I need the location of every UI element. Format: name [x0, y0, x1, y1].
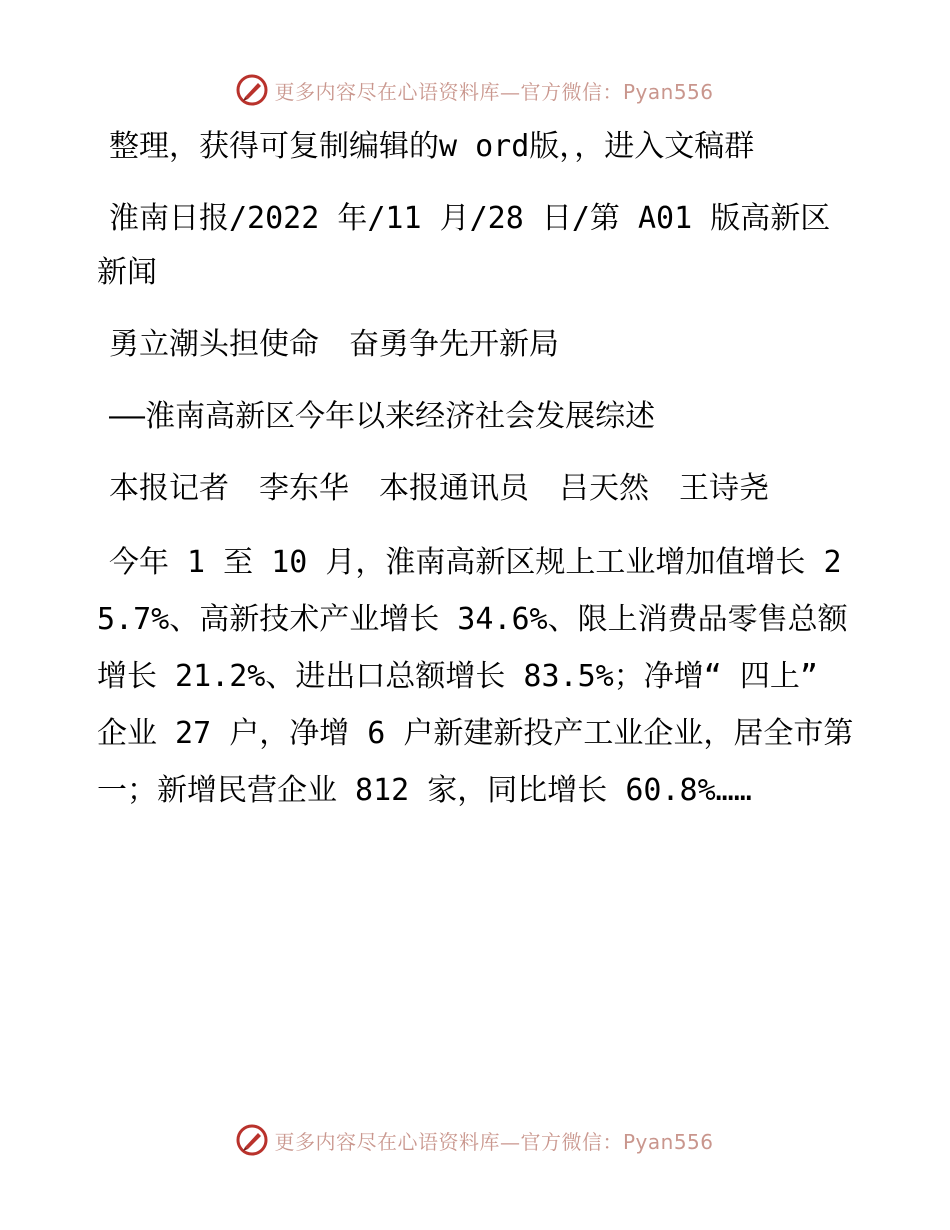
- doc-note: 整理，获得可复制编辑的w ord版，，进入文稿群: [109, 129, 755, 164]
- doc-body: 今年 1 至 10 月，淮南高新区规上工业增加值增长 25.7%、高新技术产业增长 34.6%、限上消费品零售总额增长 21.2%、进出口总额增长 83.5%；净增“ 四上” 企业 27 户，净增 6 户新建新投产工业企业，居全市第一；新增民营企业 812 家，同比增长 60.8%……: [97, 545, 854, 808]
- banner-inner: [236, 74, 713, 106]
- document-body: [97, 120, 857, 837]
- doc-subtitle: ——淮南高新区今年以来经济社会发展综述: [109, 399, 656, 434]
- banner-suffix: 官方微信：: [520, 1129, 623, 1154]
- banner-inner: [236, 1124, 713, 1156]
- banner-text: [274, 76, 713, 105]
- banner-suffix: 官方微信：: [520, 79, 623, 104]
- doc-headline: 勇立潮头担使命 奋勇争先开新局: [109, 327, 559, 362]
- banner-dash: —: [499, 1129, 521, 1154]
- banner-dash: —: [499, 79, 521, 104]
- banner-prefix: 更多内容尽在心语资料库: [274, 1129, 500, 1154]
- pen-logo-icon: [236, 74, 268, 106]
- banner-text: [274, 1126, 713, 1155]
- doc-source: 淮南日报/2022 年/11 月/28 日/第 A01 版高新区新闻: [97, 201, 831, 290]
- banner-wechat: Pyan556: [622, 79, 714, 104]
- header-banner: [0, 70, 950, 110]
- doc-byline: 本报记者 李东华 本报通讯员 吕天然 王诗尧: [109, 471, 769, 506]
- pen-logo-icon: [236, 1124, 268, 1156]
- banner-prefix: 更多内容尽在心语资料库: [274, 79, 500, 104]
- footer-banner: [0, 1120, 950, 1160]
- banner-wechat: Pyan556: [622, 1129, 714, 1154]
